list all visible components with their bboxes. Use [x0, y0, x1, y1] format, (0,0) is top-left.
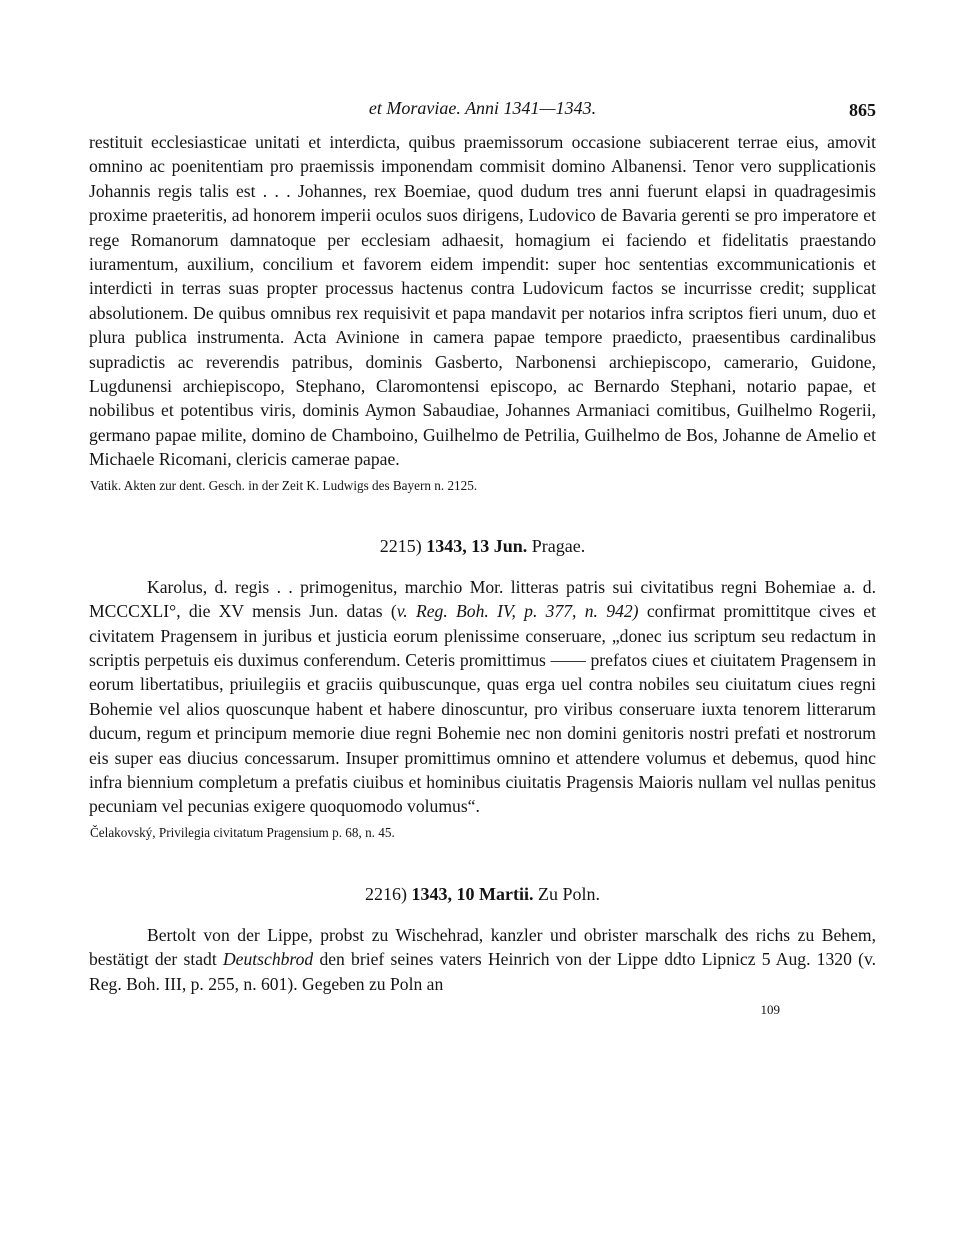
entry-2216-text: [89, 923, 876, 996]
entry-2215-text-a: Karolus, d. regis . . primogenitus, marchio Mor. litteras patris sui civitatibus regni Bohemiae a. d. MCCCXLI°, die XV mensis Jun. datas (: [89, 576, 876, 622]
entry-2215-heading: [89, 533, 876, 559]
entry-2216-text-a: Bertolt von der Lippe, probst zu Wischehrad, kanzler und obrister marschalk des richs zu Behem, bestätigt der stadt: [89, 924, 876, 970]
page-number: 865: [849, 100, 876, 120]
running-head: [89, 90, 876, 130]
entry-2215-number: 2215): [379, 535, 422, 556]
running-head-title: et Moraviae. Anni 1341—1343.: [368, 98, 597, 118]
entry-2214-source: Vatik. Akten zur dent. Gesch. in der Zeit K. Ludwigs des Bayern n. 2125.: [90, 477, 478, 493]
entry-2215-citation: v. Reg. Boh. IV, p. 377, n. 942): [396, 601, 639, 622]
entry-2216-heading: [89, 881, 876, 907]
entry-2215-place: Pragae.: [531, 535, 586, 556]
entry-2215-text: [89, 575, 876, 819]
entry-2216-number: 2216): [365, 883, 407, 904]
entry-2216-date: 1343, 10 Martii.: [411, 883, 534, 904]
entry-2216-italic-word: Deutschbrod: [222, 949, 314, 970]
document-page: [89, 90, 876, 1018]
entry-2216-text-b: den brief seines vaters Heinrich von der Lippe ddto Lipnicz 5 Aug. 1320 (v. Reg. Boh. III, p. 255, n. 601). Gegeben zu Poln an: [89, 949, 877, 994]
entry-2215-text-b: confirmat promittitque cives et civitatem Pragensem in juribus et justicia eorum plenissime conseruare, „donec ius scriptum seu redactum in scriptis perpetuis eis duximus conferendum. Ceteris promittimus —— prefatos ciues et ciuitatem Pragensem in eorum libertatibus, priuilegiis et graciis quibuscunque, quas erga uel contra nobiles seu ciuitatum ciues regni Bohemie vel alios quoscunque habent et habere dinoscuntur, pro viribus conseruare iuxta tenorem litterarum ducum, regum et principum memorie diue regni Bohemie nec non domini genitoris nostri prefati et nostrorum eis super eas diucius concessarum. Insuper promittimus omnino et attendere volumus et debemus, quod hinc infra biennium completum a prefatis ciuibus et hominibus ciuitatis Pragensis Maioris nullam vel nullas penitus pecuniam vel pecunias exigere quoquomodo volumus“.: [89, 601, 876, 817]
signature-mark: 109: [760, 1001, 780, 1017]
entry-2216-place: Zu Poln.: [537, 883, 600, 904]
entry-2214-continued-text: restituit ecclesiasticae unitati et interdicta, quibus praemissorum occasione subiacerent terrae eius, amovit omnino ac poenitentiam pro praemissis imponendam commisit domino Albanensi. Tenor vero supplicationis Johannis regis talis est . . . Johannes, rex Boemiae, quod dudum tres anni fuerunt elapsi in quadragesimis proxime praeteritis, ad honorem imperii oculos suos dirigens, Ludovico de Bavaria gerenti se pro imperatore et rege Romanorum damnatoque per ecclesiam adhaesit, homagium ei faciendo et fidelitatis praestando iuramentum, auxilium, concilium et favorem eidem impendit: super hoc sententias excommunicationis et interdicti in terras suas propter processus hactenus contra Ludovicum factos se incurrisse credit; supplicat absolutionem. De quibus omnibus rex requisivit et papa mandavit per notarios infra scriptos fieri unum, duo et plura publica instrumenta. Acta Avinione in camera papae tempore praedicto, praesentibus cardinalibus supradictis ac reverendis patribus, dominis Gasberto, Narbonensi archiepiscopo, camerario, Guidone, Lugdunensi archiepiscopo, Stephano, Claromontensi episcopo, ac Bernardo Stephani, notario papae, et nobilibus et potentibus viris, dominis Aymon Sabaudiae, Johannes Armaniaci comitibus, Guilhelmo Rogerii, germano papae milite, domino de Chamboino, Guilhelmo de Petrilia, Guilhelmo de Bos, Johanne de Amelio et Michaele Ricomani, clericis camerae papae.: [89, 132, 876, 470]
entry-2215-date: 1343, 13 Jun.: [426, 535, 528, 556]
entry-2215-source: Čelakovský, Privilegia civitatum Pragensium p. 68, n. 45.: [90, 824, 395, 840]
